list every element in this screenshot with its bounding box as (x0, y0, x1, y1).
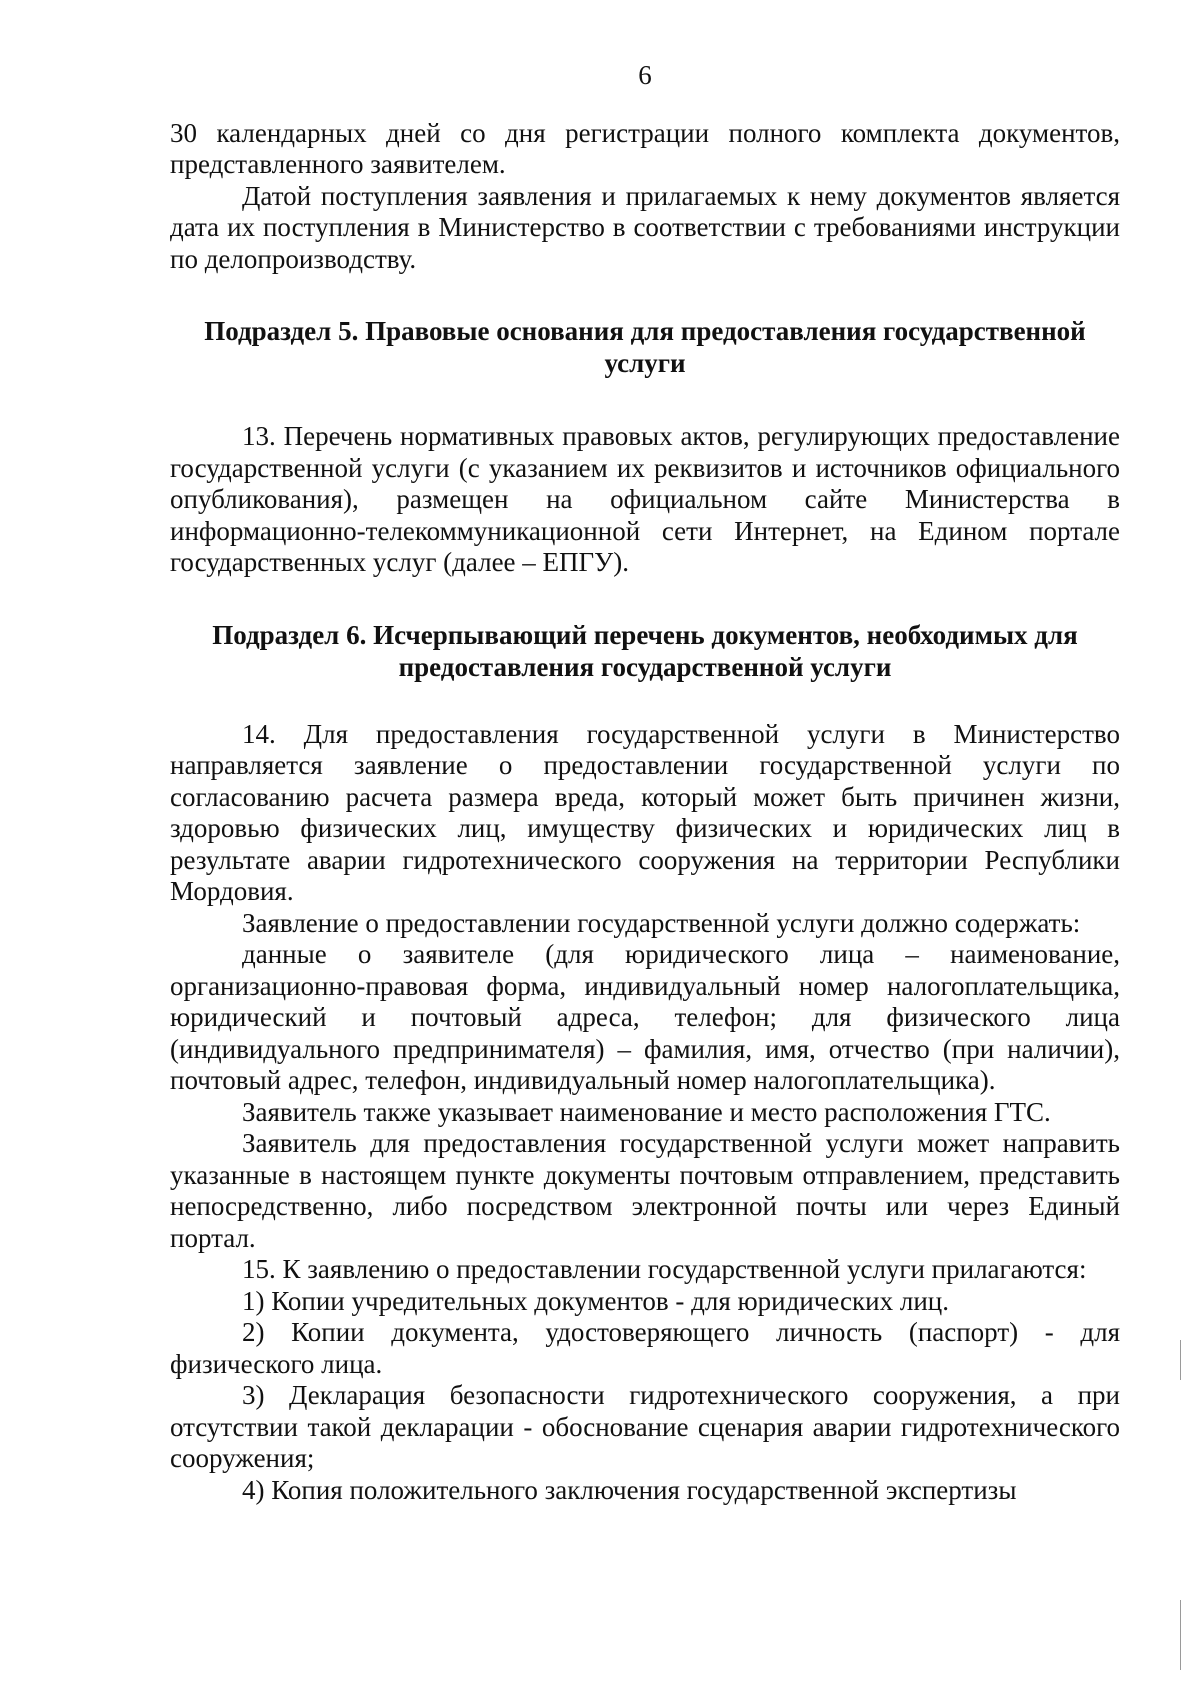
scan-edge-mark (1180, 1340, 1181, 1380)
page-number: 6 (638, 60, 652, 90)
list-item-3: 3) Декларация безопасности гидротехнического сооружения, а при отсутствии такой декларации - обоснование сценария аварии гидротехнического сооружения; (170, 1380, 1120, 1473)
paragraph-14-applicant-data: данные о заявителе (для юридического лица – наименование, организационно-правовая форма, индивидуальный номер налогоплательщика, юридический и почтовый адреса, телефон; для физического лица (индивидуального предпринимателя) – фамилия, имя, отчество (при наличии), почтовый адрес, телефон, индивидуальный номер налогоплательщика). (170, 939, 1120, 1095)
paragraph-14-gts: Заявитель также указывает наименование и место расположения ГТС. (242, 1096, 1051, 1127)
paragraph-14-submission: Заявитель для предоставления государственной услуги может направить указанные в настоящем пункте документы почтовым отправлением, представить непосредственно, либо посредством электронной почты или через Единый портал. (170, 1128, 1120, 1253)
section-6-heading: Подраздел 6. Исчерпывающий перечень документов, необходимых для предоставления государственной услуги (212, 619, 1078, 682)
section-5-heading: Подраздел 5. Правовые основания для предоставления государственной услуги (204, 316, 1086, 378)
paragraph-deadline: 30 календарных дней со дня регистрации полного комплекта документов, представленного заявителем. (170, 117, 1120, 179)
paragraph-14-content: Заявление о предоставлении государственной услуги должно содержать: (242, 907, 1081, 938)
scan-edge-mark (1180, 1600, 1181, 1670)
paragraph-15: 15. К заявлению о предоставлении государственной услуги прилагаются: (242, 1254, 1087, 1284)
list-item-4: 4) Копия положительного заключения государственной экспертизы (242, 1474, 1017, 1505)
list-item-1: 1) Копии учредительных документов - для юридических лиц. (242, 1285, 949, 1316)
paragraph-receipt-date: Датой поступления заявления и прилагаемых к нему документов является дата их поступления в Министерство в соответствии с требованиями инструкции по делопроизводству. (170, 180, 1120, 274)
paragraph-13: 13. Перечень нормативных правовых актов, регулирующих предоставление государственной услуги (с указанием их реквизитов и источников официального опубликования), размещен на официальном сайте Министерства в информационно-телекоммуникационной сети Интернет, на Едином портале государственных услуг (далее – ЕПГУ). (170, 421, 1120, 577)
document-page (170, 60, 1120, 1506)
list-item-2: 2) Копии документа, удостоверяющего личность (паспорт) - для физического лица. (170, 1317, 1120, 1379)
paragraph-14: 14. Для предоставления государственной услуги в Министерство направляется заявление о предоставлении государственной услуги по согласованию расчета размера вреда, который может быть причинен жизни, здоровью физических лиц, имуществу физических и юридических лиц в результате аварии гидротехнического сооружения на территории Республики Мордовия. (170, 718, 1120, 906)
